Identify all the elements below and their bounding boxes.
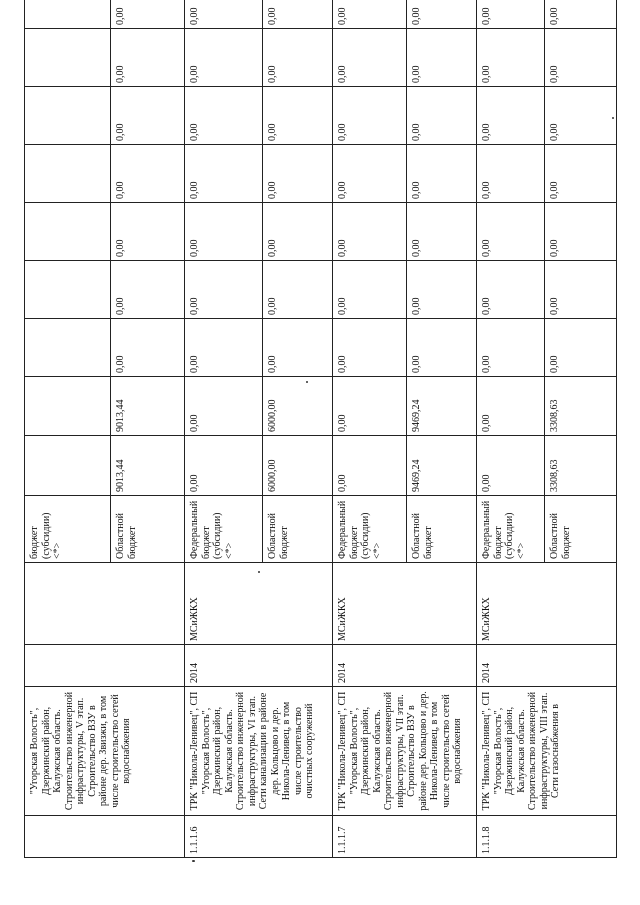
amount-cell: 9469,24 xyxy=(407,377,477,436)
amount-cell: 0,00 xyxy=(477,29,545,87)
amount-cell: 0,00 xyxy=(263,145,333,203)
amount-cell: 0,00 xyxy=(185,0,263,29)
amount-cell: 0,00 xyxy=(111,87,185,145)
amount-cell: 0,00 xyxy=(407,145,477,203)
scan-speck xyxy=(258,571,260,573)
amount-cell: 0,00 xyxy=(185,319,263,377)
funding-source: Федеральный бюджет (субсидии) <*> xyxy=(333,496,407,563)
budget-table xyxy=(24,0,617,858)
scan-speck xyxy=(306,381,308,383)
amount-cell xyxy=(25,0,111,29)
amount-cell xyxy=(25,377,111,436)
item-number xyxy=(25,816,185,858)
item-description: ТРК "Никола-Ленивец", СП "Угорская Волость", Дзержинский район, Калужская область. Строительство инженерной инфраструктуры, VII этап. Строительство ВЗУ в районе дер. Кольцово и дер. Никола-Ленивец, в том числе строительство сетей водоснабжения xyxy=(333,687,477,816)
amount-cell: 0,00 xyxy=(333,29,407,87)
amount-cell: 0,00 xyxy=(111,203,185,261)
item-year: 2014 xyxy=(185,645,333,687)
amount-cell: 0,00 xyxy=(185,87,263,145)
amount-cell: 3308,63 xyxy=(545,436,617,496)
funding-source: Областной бюджет xyxy=(407,496,477,563)
item-executor: МСиЖКХ xyxy=(333,563,477,645)
amount-cell: 0,00 xyxy=(185,29,263,87)
amount-cell: 0,00 xyxy=(407,203,477,261)
amount-cell: 0,00 xyxy=(477,0,545,29)
amount-cell: 0,00 xyxy=(477,319,545,377)
amount-cell: 0,00 xyxy=(111,319,185,377)
amount-cell: 0,00 xyxy=(111,145,185,203)
item-year: 2014 xyxy=(477,645,617,687)
amount-cell: 9013,44 xyxy=(111,436,185,496)
amount-cell: 0,00 xyxy=(111,29,185,87)
amount-cell xyxy=(25,261,111,319)
amount-cell: 0,00 xyxy=(545,29,617,87)
amount-cell: 0,00 xyxy=(477,377,545,436)
amount-cell: 0,00 xyxy=(545,145,617,203)
amount-cell xyxy=(25,145,111,203)
amount-cell: 0,00 xyxy=(111,0,185,29)
amount-cell: 0,00 xyxy=(545,203,617,261)
amount-cell: 0,00 xyxy=(333,436,407,496)
amount-cell: 0,00 xyxy=(407,87,477,145)
amount-cell: 0,00 xyxy=(333,319,407,377)
amount-cell xyxy=(25,87,111,145)
amount-cell: 0,00 xyxy=(407,319,477,377)
amount-cell: 0,00 xyxy=(263,29,333,87)
amount-cell: 0,00 xyxy=(185,377,263,436)
amount-cell: 0,00 xyxy=(185,261,263,319)
amount-cell: 0,00 xyxy=(477,203,545,261)
amount-cell: 0,00 xyxy=(333,377,407,436)
amount-cell: 0,00 xyxy=(263,0,333,29)
amount-cell: 0,00 xyxy=(333,87,407,145)
amount-cell: 0,00 xyxy=(477,436,545,496)
item-description: ТРК "Никола-Ленивец", СП "Угорская Волость", Дзержинский район, Калужская область. Строительство инженерной инфраструктуры, VIII этап. Сети газоснабжения в xyxy=(477,687,617,816)
funding-source: Областной бюджет xyxy=(111,496,185,563)
item-number: 1.1.1.7 xyxy=(333,816,477,858)
funding-source: Областной бюджет xyxy=(545,496,617,563)
item-executor xyxy=(25,563,185,645)
amount-cell: 6000,00 xyxy=(263,377,333,436)
amount-cell: 0,00 xyxy=(545,0,617,29)
amount-cell: 0,00 xyxy=(263,203,333,261)
amount-cell xyxy=(25,436,111,496)
table-row xyxy=(333,0,407,858)
amount-cell: 9469,24 xyxy=(407,436,477,496)
amount-cell: 3308,63 xyxy=(545,377,617,436)
amount-cell: 0,00 xyxy=(333,261,407,319)
amount-cell: 0,00 xyxy=(185,203,263,261)
item-description: "Угорская Волость", Дзержинский район, Калужская область. Строительство инженерной инфраструктуры, V этап. Строительство ВЗУ в районе дер. Звизжи, в том числе строительство сетей водоснабжения xyxy=(25,687,185,816)
amount-cell: 9013,44 xyxy=(111,377,185,436)
item-year xyxy=(25,645,185,687)
item-description: ТРК "Никола-Ленивец", СП "Угорская Волость", Дзержинский район, Калужская область. Строительство инженерной инфраструктуры, VI этап. Сети канализации в районе дер. Кольцово и дер. Никола-Ленивец, в том числе строительство очистных сооружений xyxy=(185,687,333,816)
funding-source: Федеральный бюджет (субсидии) <*> xyxy=(185,496,263,563)
scan-speck xyxy=(612,117,614,119)
amount-cell xyxy=(25,203,111,261)
amount-cell: 0,00 xyxy=(545,319,617,377)
amount-cell: 0,00 xyxy=(263,87,333,145)
amount-cell: 6000,00 xyxy=(263,436,333,496)
amount-cell: 0,00 xyxy=(333,203,407,261)
item-executor: МСиЖКХ xyxy=(477,563,617,645)
table-row xyxy=(25,0,111,858)
amount-cell xyxy=(25,29,111,87)
amount-cell: 0,00 xyxy=(545,261,617,319)
amount-cell: 0,00 xyxy=(263,261,333,319)
amount-cell: 0,00 xyxy=(407,261,477,319)
amount-cell xyxy=(25,319,111,377)
funding-source: Областной бюджет xyxy=(263,496,333,563)
table-row xyxy=(477,0,545,858)
amount-cell: 0,00 xyxy=(407,29,477,87)
table-row xyxy=(185,0,263,858)
amount-cell: 0,00 xyxy=(545,87,617,145)
table-body xyxy=(25,0,617,858)
scan-speck xyxy=(192,860,195,862)
item-number: 1.1.1.8 xyxy=(477,816,617,858)
amount-cell: 0,00 xyxy=(477,87,545,145)
amount-cell: 0,00 xyxy=(185,145,263,203)
amount-cell: 0,00 xyxy=(407,0,477,29)
rotated-table-container xyxy=(24,6,616,858)
funding-source: бюджет (субсидии) <*> xyxy=(25,496,111,563)
item-executor: МСиЖКХ xyxy=(185,563,333,645)
amount-cell: 0,00 xyxy=(111,261,185,319)
amount-cell: 0,00 xyxy=(263,319,333,377)
amount-cell: 0,00 xyxy=(333,0,407,29)
amount-cell: 0,00 xyxy=(477,261,545,319)
item-year: 2014 xyxy=(333,645,477,687)
item-number: 1.1.1.6 xyxy=(185,816,333,858)
amount-cell: 0,00 xyxy=(185,436,263,496)
amount-cell: 0,00 xyxy=(477,145,545,203)
funding-source: Федеральный бюджет (субсидии) <*> xyxy=(477,496,545,563)
amount-cell: 0,00 xyxy=(333,145,407,203)
